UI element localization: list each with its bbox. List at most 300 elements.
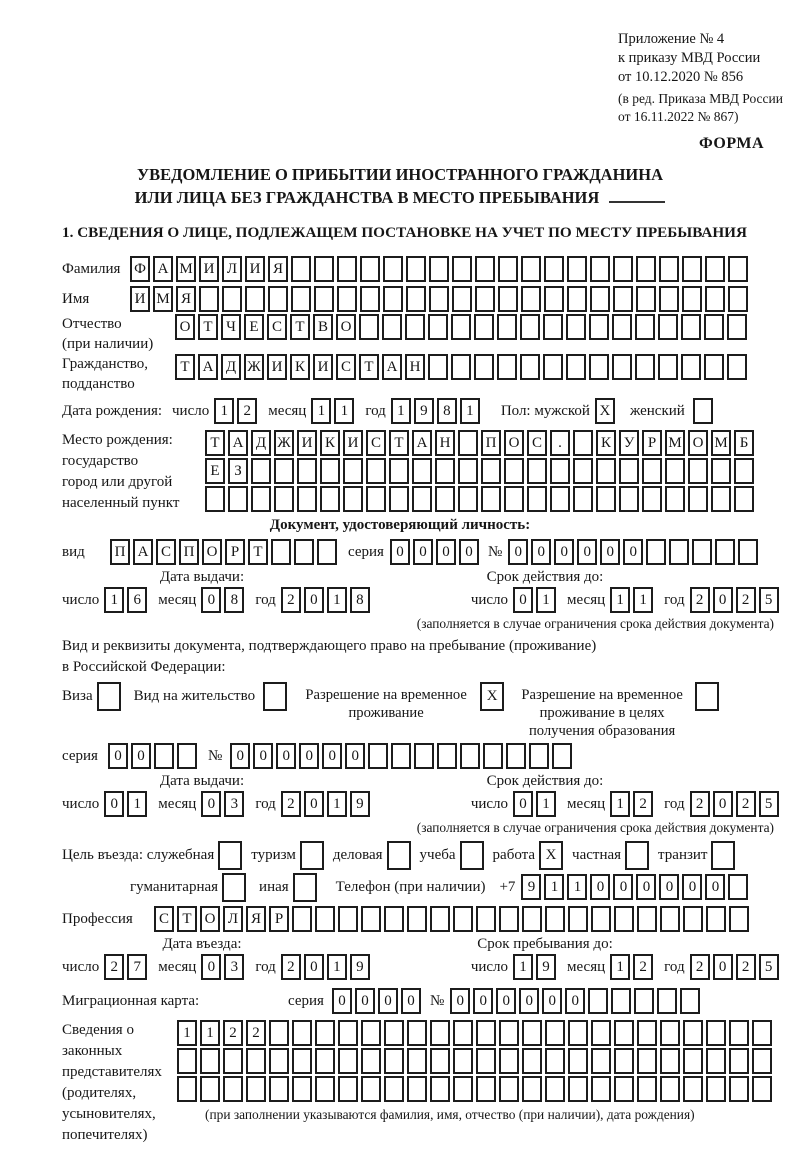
char-cell[interactable]: Д bbox=[251, 430, 271, 456]
char-cell[interactable]: 1 bbox=[460, 398, 480, 424]
char-cell[interactable]: 0 bbox=[659, 874, 679, 900]
char-cell[interactable] bbox=[389, 486, 409, 512]
char-cell[interactable] bbox=[222, 873, 246, 902]
entry-day-boxes[interactable] bbox=[104, 954, 150, 980]
char-cell[interactable] bbox=[481, 458, 501, 484]
char-cell[interactable]: Я bbox=[268, 256, 288, 282]
doc-issue-year-boxes[interactable] bbox=[281, 587, 373, 613]
legal-rep-row3-boxes[interactable] bbox=[177, 1076, 775, 1102]
char-cell[interactable] bbox=[430, 1020, 450, 1046]
char-cell[interactable] bbox=[635, 354, 655, 380]
char-cell[interactable] bbox=[567, 286, 587, 312]
char-cell[interactable]: В bbox=[313, 314, 333, 340]
char-cell[interactable] bbox=[567, 256, 587, 282]
char-cell[interactable]: Я bbox=[246, 906, 266, 932]
char-cell[interactable]: 1 bbox=[391, 398, 411, 424]
char-cell[interactable]: 0 bbox=[413, 539, 433, 565]
char-cell[interactable]: 2 bbox=[736, 954, 756, 980]
surname-boxes[interactable] bbox=[130, 256, 751, 282]
char-cell[interactable] bbox=[646, 539, 666, 565]
char-cell[interactable] bbox=[715, 539, 735, 565]
char-cell[interactable]: 0 bbox=[332, 988, 352, 1014]
char-cell[interactable] bbox=[154, 743, 174, 769]
char-cell[interactable]: 0 bbox=[519, 988, 539, 1014]
char-cell[interactable]: И bbox=[343, 430, 363, 456]
char-cell[interactable]: 0 bbox=[345, 743, 365, 769]
residence-valid-year-boxes[interactable] bbox=[690, 791, 782, 817]
char-cell[interactable] bbox=[729, 906, 749, 932]
char-cell[interactable] bbox=[636, 256, 656, 282]
char-cell[interactable] bbox=[384, 1048, 404, 1074]
char-cell[interactable] bbox=[291, 256, 311, 282]
stay-month-boxes[interactable] bbox=[610, 954, 656, 980]
char-cell[interactable] bbox=[568, 906, 588, 932]
char-cell[interactable] bbox=[590, 256, 610, 282]
profession-boxes[interactable] bbox=[154, 906, 752, 932]
temp-residence-edu-checkbox[interactable] bbox=[695, 682, 722, 711]
residence-issue-month-boxes[interactable] bbox=[201, 791, 247, 817]
char-cell[interactable] bbox=[384, 1076, 404, 1102]
char-cell[interactable] bbox=[522, 906, 542, 932]
char-cell[interactable] bbox=[499, 1020, 519, 1046]
stay-day-boxes[interactable] bbox=[513, 954, 559, 980]
char-cell[interactable] bbox=[359, 314, 379, 340]
char-cell[interactable]: 0 bbox=[299, 743, 319, 769]
char-cell[interactable] bbox=[634, 988, 654, 1014]
char-cell[interactable] bbox=[498, 256, 518, 282]
char-cell[interactable] bbox=[274, 486, 294, 512]
char-cell[interactable] bbox=[728, 286, 748, 312]
char-cell[interactable] bbox=[476, 906, 496, 932]
char-cell[interactable] bbox=[338, 1076, 358, 1102]
char-cell[interactable] bbox=[704, 314, 724, 340]
legal-rep-row1-boxes[interactable] bbox=[177, 1020, 775, 1046]
char-cell[interactable]: 0 bbox=[104, 791, 124, 817]
char-cell[interactable]: X bbox=[480, 682, 504, 711]
sex-female-checkbox[interactable] bbox=[693, 398, 716, 424]
char-cell[interactable] bbox=[506, 743, 526, 769]
purpose-private-checkbox[interactable] bbox=[625, 841, 652, 870]
char-cell[interactable] bbox=[658, 314, 678, 340]
char-cell[interactable]: 1 bbox=[610, 791, 630, 817]
char-cell[interactable]: 1 bbox=[127, 791, 147, 817]
char-cell[interactable]: 2 bbox=[690, 587, 710, 613]
char-cell[interactable] bbox=[612, 354, 632, 380]
char-cell[interactable] bbox=[738, 539, 758, 565]
char-cell[interactable] bbox=[659, 256, 679, 282]
char-cell[interactable] bbox=[499, 906, 519, 932]
char-cell[interactable] bbox=[637, 1076, 657, 1102]
char-cell[interactable] bbox=[246, 1076, 266, 1102]
char-cell[interactable] bbox=[474, 354, 494, 380]
char-cell[interactable]: 0 bbox=[496, 988, 516, 1014]
char-cell[interactable] bbox=[636, 286, 656, 312]
doc-series-boxes[interactable] bbox=[390, 539, 482, 565]
char-cell[interactable]: 2 bbox=[237, 398, 257, 424]
char-cell[interactable]: 2 bbox=[104, 954, 124, 980]
char-cell[interactable]: Р bbox=[642, 430, 662, 456]
char-cell[interactable] bbox=[360, 286, 380, 312]
birth-year-boxes[interactable] bbox=[391, 398, 483, 424]
purpose-official-checkbox[interactable] bbox=[218, 841, 245, 870]
char-cell[interactable] bbox=[683, 1048, 703, 1074]
char-cell[interactable]: Ж bbox=[244, 354, 264, 380]
char-cell[interactable] bbox=[499, 1048, 519, 1074]
purpose-work-checkbox[interactable] bbox=[539, 841, 566, 870]
char-cell[interactable]: И bbox=[267, 354, 287, 380]
char-cell[interactable] bbox=[665, 458, 685, 484]
char-cell[interactable] bbox=[613, 286, 633, 312]
residence-issue-year-boxes[interactable] bbox=[281, 791, 373, 817]
char-cell[interactable]: 0 bbox=[322, 743, 342, 769]
birth-place-row3-boxes[interactable] bbox=[205, 486, 757, 512]
char-cell[interactable]: О bbox=[336, 314, 356, 340]
char-cell[interactable] bbox=[300, 841, 324, 870]
char-cell[interactable]: Е bbox=[244, 314, 264, 340]
char-cell[interactable] bbox=[520, 354, 540, 380]
char-cell[interactable] bbox=[337, 256, 357, 282]
char-cell[interactable] bbox=[711, 486, 731, 512]
char-cell[interactable] bbox=[688, 486, 708, 512]
char-cell[interactable] bbox=[522, 1048, 542, 1074]
char-cell[interactable] bbox=[729, 1020, 749, 1046]
sex-male-checkbox[interactable] bbox=[595, 398, 618, 424]
char-cell[interactable] bbox=[222, 286, 242, 312]
char-cell[interactable]: 2 bbox=[690, 954, 710, 980]
char-cell[interactable] bbox=[407, 906, 427, 932]
char-cell[interactable] bbox=[453, 906, 473, 932]
char-cell[interactable] bbox=[543, 354, 563, 380]
char-cell[interactable]: 0 bbox=[713, 954, 733, 980]
purpose-study-checkbox[interactable] bbox=[460, 841, 487, 870]
char-cell[interactable]: Р bbox=[225, 539, 245, 565]
char-cell[interactable] bbox=[315, 1020, 335, 1046]
char-cell[interactable] bbox=[177, 1048, 197, 1074]
char-cell[interactable] bbox=[246, 1048, 266, 1074]
char-cell[interactable]: И bbox=[297, 430, 317, 456]
char-cell[interactable]: М bbox=[176, 256, 196, 282]
char-cell[interactable] bbox=[314, 286, 334, 312]
char-cell[interactable] bbox=[527, 458, 547, 484]
char-cell[interactable] bbox=[591, 1076, 611, 1102]
char-cell[interactable]: К bbox=[320, 430, 340, 456]
char-cell[interactable] bbox=[269, 1020, 289, 1046]
char-cell[interactable] bbox=[659, 286, 679, 312]
char-cell[interactable]: К bbox=[596, 430, 616, 456]
char-cell[interactable] bbox=[361, 1076, 381, 1102]
char-cell[interactable]: 0 bbox=[304, 954, 324, 980]
char-cell[interactable]: А bbox=[412, 430, 432, 456]
char-cell[interactable] bbox=[573, 458, 593, 484]
char-cell[interactable] bbox=[366, 458, 386, 484]
birth-place-row2-boxes[interactable] bbox=[205, 458, 757, 484]
char-cell[interactable]: 2 bbox=[281, 587, 301, 613]
char-cell[interactable] bbox=[573, 430, 593, 456]
char-cell[interactable]: 0 bbox=[355, 988, 375, 1014]
char-cell[interactable]: 1 bbox=[536, 791, 556, 817]
char-cell[interactable] bbox=[361, 1048, 381, 1074]
char-cell[interactable] bbox=[499, 1076, 519, 1102]
char-cell[interactable]: 5 bbox=[759, 954, 779, 980]
char-cell[interactable] bbox=[389, 458, 409, 484]
char-cell[interactable] bbox=[545, 1020, 565, 1046]
char-cell[interactable] bbox=[543, 314, 563, 340]
char-cell[interactable]: И bbox=[199, 256, 219, 282]
char-cell[interactable] bbox=[752, 1048, 772, 1074]
char-cell[interactable] bbox=[271, 539, 291, 565]
char-cell[interactable]: О bbox=[504, 430, 524, 456]
char-cell[interactable] bbox=[692, 539, 712, 565]
char-cell[interactable]: X bbox=[539, 841, 563, 870]
char-cell[interactable] bbox=[317, 539, 337, 565]
doc-valid-day-boxes[interactable] bbox=[513, 587, 559, 613]
char-cell[interactable]: Б bbox=[734, 430, 754, 456]
char-cell[interactable] bbox=[97, 682, 121, 711]
phone-boxes[interactable] bbox=[521, 874, 751, 900]
char-cell[interactable] bbox=[660, 906, 680, 932]
name-boxes[interactable] bbox=[130, 286, 751, 312]
char-cell[interactable] bbox=[658, 354, 678, 380]
char-cell[interactable]: Т bbox=[175, 354, 195, 380]
char-cell[interactable] bbox=[497, 314, 517, 340]
char-cell[interactable] bbox=[637, 906, 657, 932]
purpose-tourism-checkbox[interactable] bbox=[300, 841, 327, 870]
char-cell[interactable] bbox=[481, 486, 501, 512]
char-cell[interactable] bbox=[727, 354, 747, 380]
char-cell[interactable]: 0 bbox=[531, 539, 551, 565]
char-cell[interactable]: Т bbox=[389, 430, 409, 456]
char-cell[interactable]: 0 bbox=[131, 743, 151, 769]
char-cell[interactable]: 2 bbox=[281, 954, 301, 980]
char-cell[interactable]: И bbox=[313, 354, 333, 380]
char-cell[interactable] bbox=[521, 256, 541, 282]
char-cell[interactable]: 1 bbox=[311, 398, 331, 424]
char-cell[interactable] bbox=[544, 256, 564, 282]
legal-rep-row2-boxes[interactable] bbox=[177, 1048, 775, 1074]
residence-series-boxes[interactable] bbox=[108, 743, 200, 769]
char-cell[interactable] bbox=[522, 1076, 542, 1102]
char-cell[interactable]: 1 bbox=[513, 954, 533, 980]
char-cell[interactable]: 9 bbox=[536, 954, 556, 980]
char-cell[interactable]: 3 bbox=[224, 954, 244, 980]
char-cell[interactable] bbox=[612, 314, 632, 340]
char-cell[interactable] bbox=[589, 354, 609, 380]
char-cell[interactable] bbox=[706, 1048, 726, 1074]
char-cell[interactable]: 2 bbox=[633, 954, 653, 980]
char-cell[interactable] bbox=[368, 743, 388, 769]
char-cell[interactable]: Д bbox=[221, 354, 241, 380]
char-cell[interactable]: Р bbox=[269, 906, 289, 932]
char-cell[interactable]: 0 bbox=[513, 587, 533, 613]
char-cell[interactable] bbox=[360, 256, 380, 282]
char-cell[interactable] bbox=[625, 841, 649, 870]
char-cell[interactable]: Я bbox=[176, 286, 196, 312]
char-cell[interactable]: 1 bbox=[327, 791, 347, 817]
residence-valid-day-boxes[interactable] bbox=[513, 791, 559, 817]
char-cell[interactable] bbox=[590, 286, 610, 312]
char-cell[interactable]: 0 bbox=[276, 743, 296, 769]
char-cell[interactable] bbox=[552, 743, 572, 769]
doc-type-boxes[interactable] bbox=[110, 539, 340, 565]
char-cell[interactable] bbox=[293, 873, 317, 902]
temp-residence-checkbox[interactable] bbox=[480, 682, 507, 711]
char-cell[interactable]: 9 bbox=[350, 791, 370, 817]
char-cell[interactable]: О bbox=[175, 314, 195, 340]
char-cell[interactable] bbox=[294, 539, 314, 565]
char-cell[interactable] bbox=[637, 1048, 657, 1074]
char-cell[interactable]: К bbox=[290, 354, 310, 380]
char-cell[interactable] bbox=[504, 458, 524, 484]
char-cell[interactable] bbox=[338, 1048, 358, 1074]
char-cell[interactable] bbox=[429, 256, 449, 282]
char-cell[interactable] bbox=[361, 1020, 381, 1046]
char-cell[interactable] bbox=[527, 486, 547, 512]
char-cell[interactable] bbox=[292, 1048, 312, 1074]
char-cell[interactable] bbox=[414, 743, 434, 769]
purpose-other-checkbox[interactable] bbox=[293, 873, 320, 902]
char-cell[interactable]: 0 bbox=[304, 587, 324, 613]
char-cell[interactable]: 0 bbox=[230, 743, 250, 769]
char-cell[interactable] bbox=[384, 1020, 404, 1046]
char-cell[interactable] bbox=[695, 682, 719, 711]
char-cell[interactable]: 0 bbox=[600, 539, 620, 565]
char-cell[interactable] bbox=[642, 486, 662, 512]
char-cell[interactable] bbox=[406, 256, 426, 282]
char-cell[interactable] bbox=[407, 1048, 427, 1074]
char-cell[interactable] bbox=[550, 458, 570, 484]
char-cell[interactable] bbox=[683, 1076, 703, 1102]
char-cell[interactable] bbox=[529, 743, 549, 769]
char-cell[interactable]: . bbox=[550, 430, 570, 456]
char-cell[interactable]: 1 bbox=[327, 954, 347, 980]
char-cell[interactable] bbox=[412, 486, 432, 512]
char-cell[interactable]: 5 bbox=[759, 791, 779, 817]
char-cell[interactable] bbox=[407, 1020, 427, 1046]
char-cell[interactable] bbox=[660, 1048, 680, 1074]
migration-number-boxes[interactable] bbox=[450, 988, 703, 1014]
char-cell[interactable] bbox=[452, 256, 472, 282]
char-cell[interactable] bbox=[458, 458, 478, 484]
char-cell[interactable] bbox=[451, 314, 471, 340]
char-cell[interactable] bbox=[405, 314, 425, 340]
residence-valid-month-boxes[interactable] bbox=[610, 791, 656, 817]
char-cell[interactable] bbox=[566, 314, 586, 340]
char-cell[interactable] bbox=[591, 1048, 611, 1074]
char-cell[interactable] bbox=[568, 1020, 588, 1046]
char-cell[interactable] bbox=[683, 1020, 703, 1046]
char-cell[interactable] bbox=[705, 286, 725, 312]
char-cell[interactable] bbox=[611, 988, 631, 1014]
char-cell[interactable]: 0 bbox=[636, 874, 656, 900]
char-cell[interactable]: А bbox=[382, 354, 402, 380]
char-cell[interactable] bbox=[504, 486, 524, 512]
char-cell[interactable] bbox=[315, 1076, 335, 1102]
char-cell[interactable] bbox=[642, 458, 662, 484]
char-cell[interactable] bbox=[177, 743, 197, 769]
char-cell[interactable] bbox=[688, 458, 708, 484]
char-cell[interactable] bbox=[205, 486, 225, 512]
char-cell[interactable] bbox=[269, 1076, 289, 1102]
char-cell[interactable]: Л bbox=[222, 256, 242, 282]
char-cell[interactable]: Ж bbox=[274, 430, 294, 456]
char-cell[interactable] bbox=[315, 906, 335, 932]
char-cell[interactable]: 0 bbox=[713, 791, 733, 817]
char-cell[interactable] bbox=[498, 286, 518, 312]
char-cell[interactable] bbox=[588, 988, 608, 1014]
char-cell[interactable]: 0 bbox=[682, 874, 702, 900]
char-cell[interactable] bbox=[497, 354, 517, 380]
char-cell[interactable] bbox=[728, 256, 748, 282]
entry-month-boxes[interactable] bbox=[201, 954, 247, 980]
char-cell[interactable] bbox=[460, 841, 484, 870]
char-cell[interactable]: О bbox=[200, 906, 220, 932]
char-cell[interactable] bbox=[453, 1020, 473, 1046]
char-cell[interactable] bbox=[292, 1076, 312, 1102]
char-cell[interactable] bbox=[704, 354, 724, 380]
char-cell[interactable]: З bbox=[228, 458, 248, 484]
char-cell[interactable]: М bbox=[153, 286, 173, 312]
char-cell[interactable] bbox=[474, 314, 494, 340]
char-cell[interactable]: 2 bbox=[736, 791, 756, 817]
char-cell[interactable]: 0 bbox=[304, 791, 324, 817]
char-cell[interactable]: Л bbox=[223, 906, 243, 932]
char-cell[interactable]: 1 bbox=[214, 398, 234, 424]
char-cell[interactable]: С bbox=[527, 430, 547, 456]
char-cell[interactable] bbox=[291, 286, 311, 312]
char-cell[interactable] bbox=[635, 314, 655, 340]
char-cell[interactable] bbox=[705, 256, 725, 282]
char-cell[interactable] bbox=[693, 398, 713, 424]
char-cell[interactable]: 2 bbox=[246, 1020, 266, 1046]
char-cell[interactable] bbox=[297, 458, 317, 484]
char-cell[interactable]: У bbox=[619, 430, 639, 456]
char-cell[interactable] bbox=[706, 1076, 726, 1102]
char-cell[interactable] bbox=[382, 314, 402, 340]
char-cell[interactable]: 0 bbox=[201, 791, 221, 817]
citizenship-boxes[interactable] bbox=[175, 354, 750, 380]
char-cell[interactable]: X bbox=[595, 398, 615, 424]
char-cell[interactable]: Т bbox=[205, 430, 225, 456]
char-cell[interactable] bbox=[452, 286, 472, 312]
char-cell[interactable]: 0 bbox=[565, 988, 585, 1014]
char-cell[interactable] bbox=[596, 458, 616, 484]
char-cell[interactable]: Т bbox=[177, 906, 197, 932]
char-cell[interactable]: Н bbox=[405, 354, 425, 380]
birth-day-boxes[interactable] bbox=[214, 398, 260, 424]
char-cell[interactable] bbox=[387, 841, 411, 870]
char-cell[interactable] bbox=[315, 1048, 335, 1074]
char-cell[interactable] bbox=[734, 458, 754, 484]
char-cell[interactable] bbox=[251, 458, 271, 484]
char-cell[interactable]: Т bbox=[198, 314, 218, 340]
char-cell[interactable] bbox=[338, 906, 358, 932]
char-cell[interactable] bbox=[263, 682, 287, 711]
char-cell[interactable] bbox=[338, 1020, 358, 1046]
char-cell[interactable]: 0 bbox=[253, 743, 273, 769]
char-cell[interactable] bbox=[682, 256, 702, 282]
char-cell[interactable] bbox=[613, 256, 633, 282]
char-cell[interactable] bbox=[430, 1048, 450, 1074]
char-cell[interactable]: 0 bbox=[513, 791, 533, 817]
char-cell[interactable] bbox=[619, 486, 639, 512]
doc-valid-month-boxes[interactable] bbox=[610, 587, 656, 613]
char-cell[interactable]: 0 bbox=[390, 539, 410, 565]
char-cell[interactable] bbox=[451, 354, 471, 380]
doc-issue-month-boxes[interactable] bbox=[201, 587, 247, 613]
char-cell[interactable] bbox=[218, 841, 242, 870]
char-cell[interactable]: 1 bbox=[610, 587, 630, 613]
char-cell[interactable]: Ф bbox=[130, 256, 150, 282]
